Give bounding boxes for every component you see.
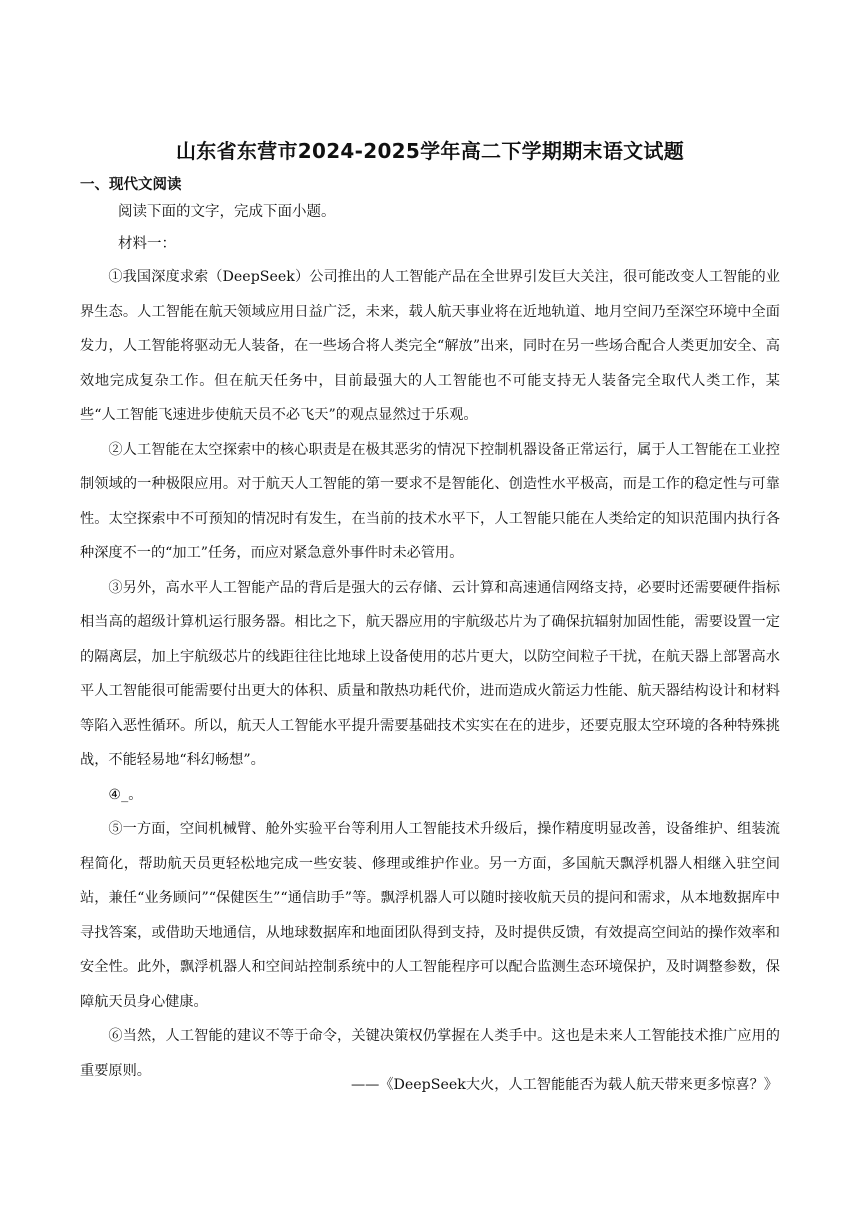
paragraph-2: ②人工智能在太空探索中的核心职责是在极其恶劣的情况下控制机器设备正常运行，属于人工智能在工业控制领域的一种极限应用。对于航天人工智能的第一要求不是智能化、创造性水平极高，而是工作的稳定性与可靠性。太空探索中不可预知的情况时有发生，在当前的技术水平下，人工智能只能在人类给定的知识范围内执行各种深度不一的“加工”任务，而应对紧急意外事件时未必管用。 — [80, 441, 780, 561]
article-body — [80, 260, 780, 1088]
page-title: 山东省东营市2024-2025学年高二下学期期末语文试题 — [175, 139, 685, 163]
reading-instruction: 阅读下面的文字，完成下面小题。 — [118, 204, 336, 220]
material-label: 材料一： — [118, 236, 176, 252]
section-heading: 一、现代文阅读 — [80, 177, 182, 193]
paragraph-1: ①我国深度求索（DeepSeek）公司推出的人工智能产品在全世界引发巨大关注，很可能改变人工智能的业界生态。人工智能在航天领域应用日益广泛，未来，载人航天事业将在近地轨道、地月空间乃至深空环境中全面发力，人工智能将驱动无人装备，在一些场合将人类完全“解放”出来，同时在另一些场合配合人类更加安全、高效地完成复杂工作。但在航天任务中，目前最强大的人工智能也不可能支持无人装备完全取代人类工作，某些“人工智能飞速进步使航天员不必飞天”的观点显然过于乐观。 — [80, 269, 780, 423]
paragraph-3: ③另外，高水平人工智能产品的背后是强大的云存储、云计算和高速通信网络支持，必要时还需要硬件指标相当高的超级计算机运行服务器。相比之下，航天器应用的宇航级芯片为了确保抗辐射加固性能，需要设置一定的隔离层，加上宇航级芯片的线距往往比地球上设备使用的芯片更大，以防空间粒子干扰，在航天器上部署高水平人工智能很可能需要付出更大的体积、质量和散热功耗代价，进而造成火箭运力性能、航天器结构设计和材料等陷入恶性循环。所以，航天人工智能水平提升需要基础技术实实在在的进步，还要克服太空环境的各种特殊挑战，不能轻易地“科幻畅想”。 — [80, 579, 780, 768]
source-citation: ——《DeepSeek大火，人工智能能否为载人航天带来更多惊喜？》 — [350, 1077, 778, 1093]
paragraph-5: ⑤一方面，空间机械臂、舱外实验平台等利用人工智能技术升级后，操作精度明显改善，设备维护、组装流程简化，帮助航天员更轻松地完成一些安装、修理或维护作业。另一方面，多国航天飘浮机器人相继入驻空间站，兼任“业务顾问”“保健医生”“通信助手”等。飘浮机器人可以随时接收航天员的提问和需求，从本地数据库中寻找答案，或借助天地通信，从地球数据库和地面团队得到支持，及时提供反馈，有效提高空间站的操作效率和安全性。此外，飘浮机器人和空间站控制系统中的人工智能程序可以配合监测生态环境保护，及时调整参数，保障航天员身心健康。 — [80, 821, 780, 1010]
paragraph-6: ⑥当然，人工智能的建议不等于命令，关键决策权仍掌握在人类手中。这也是未来人工智能技术推广应用的重要原则。 — [80, 1028, 780, 1079]
paragraph-4-blank: ④_。 — [108, 786, 143, 803]
